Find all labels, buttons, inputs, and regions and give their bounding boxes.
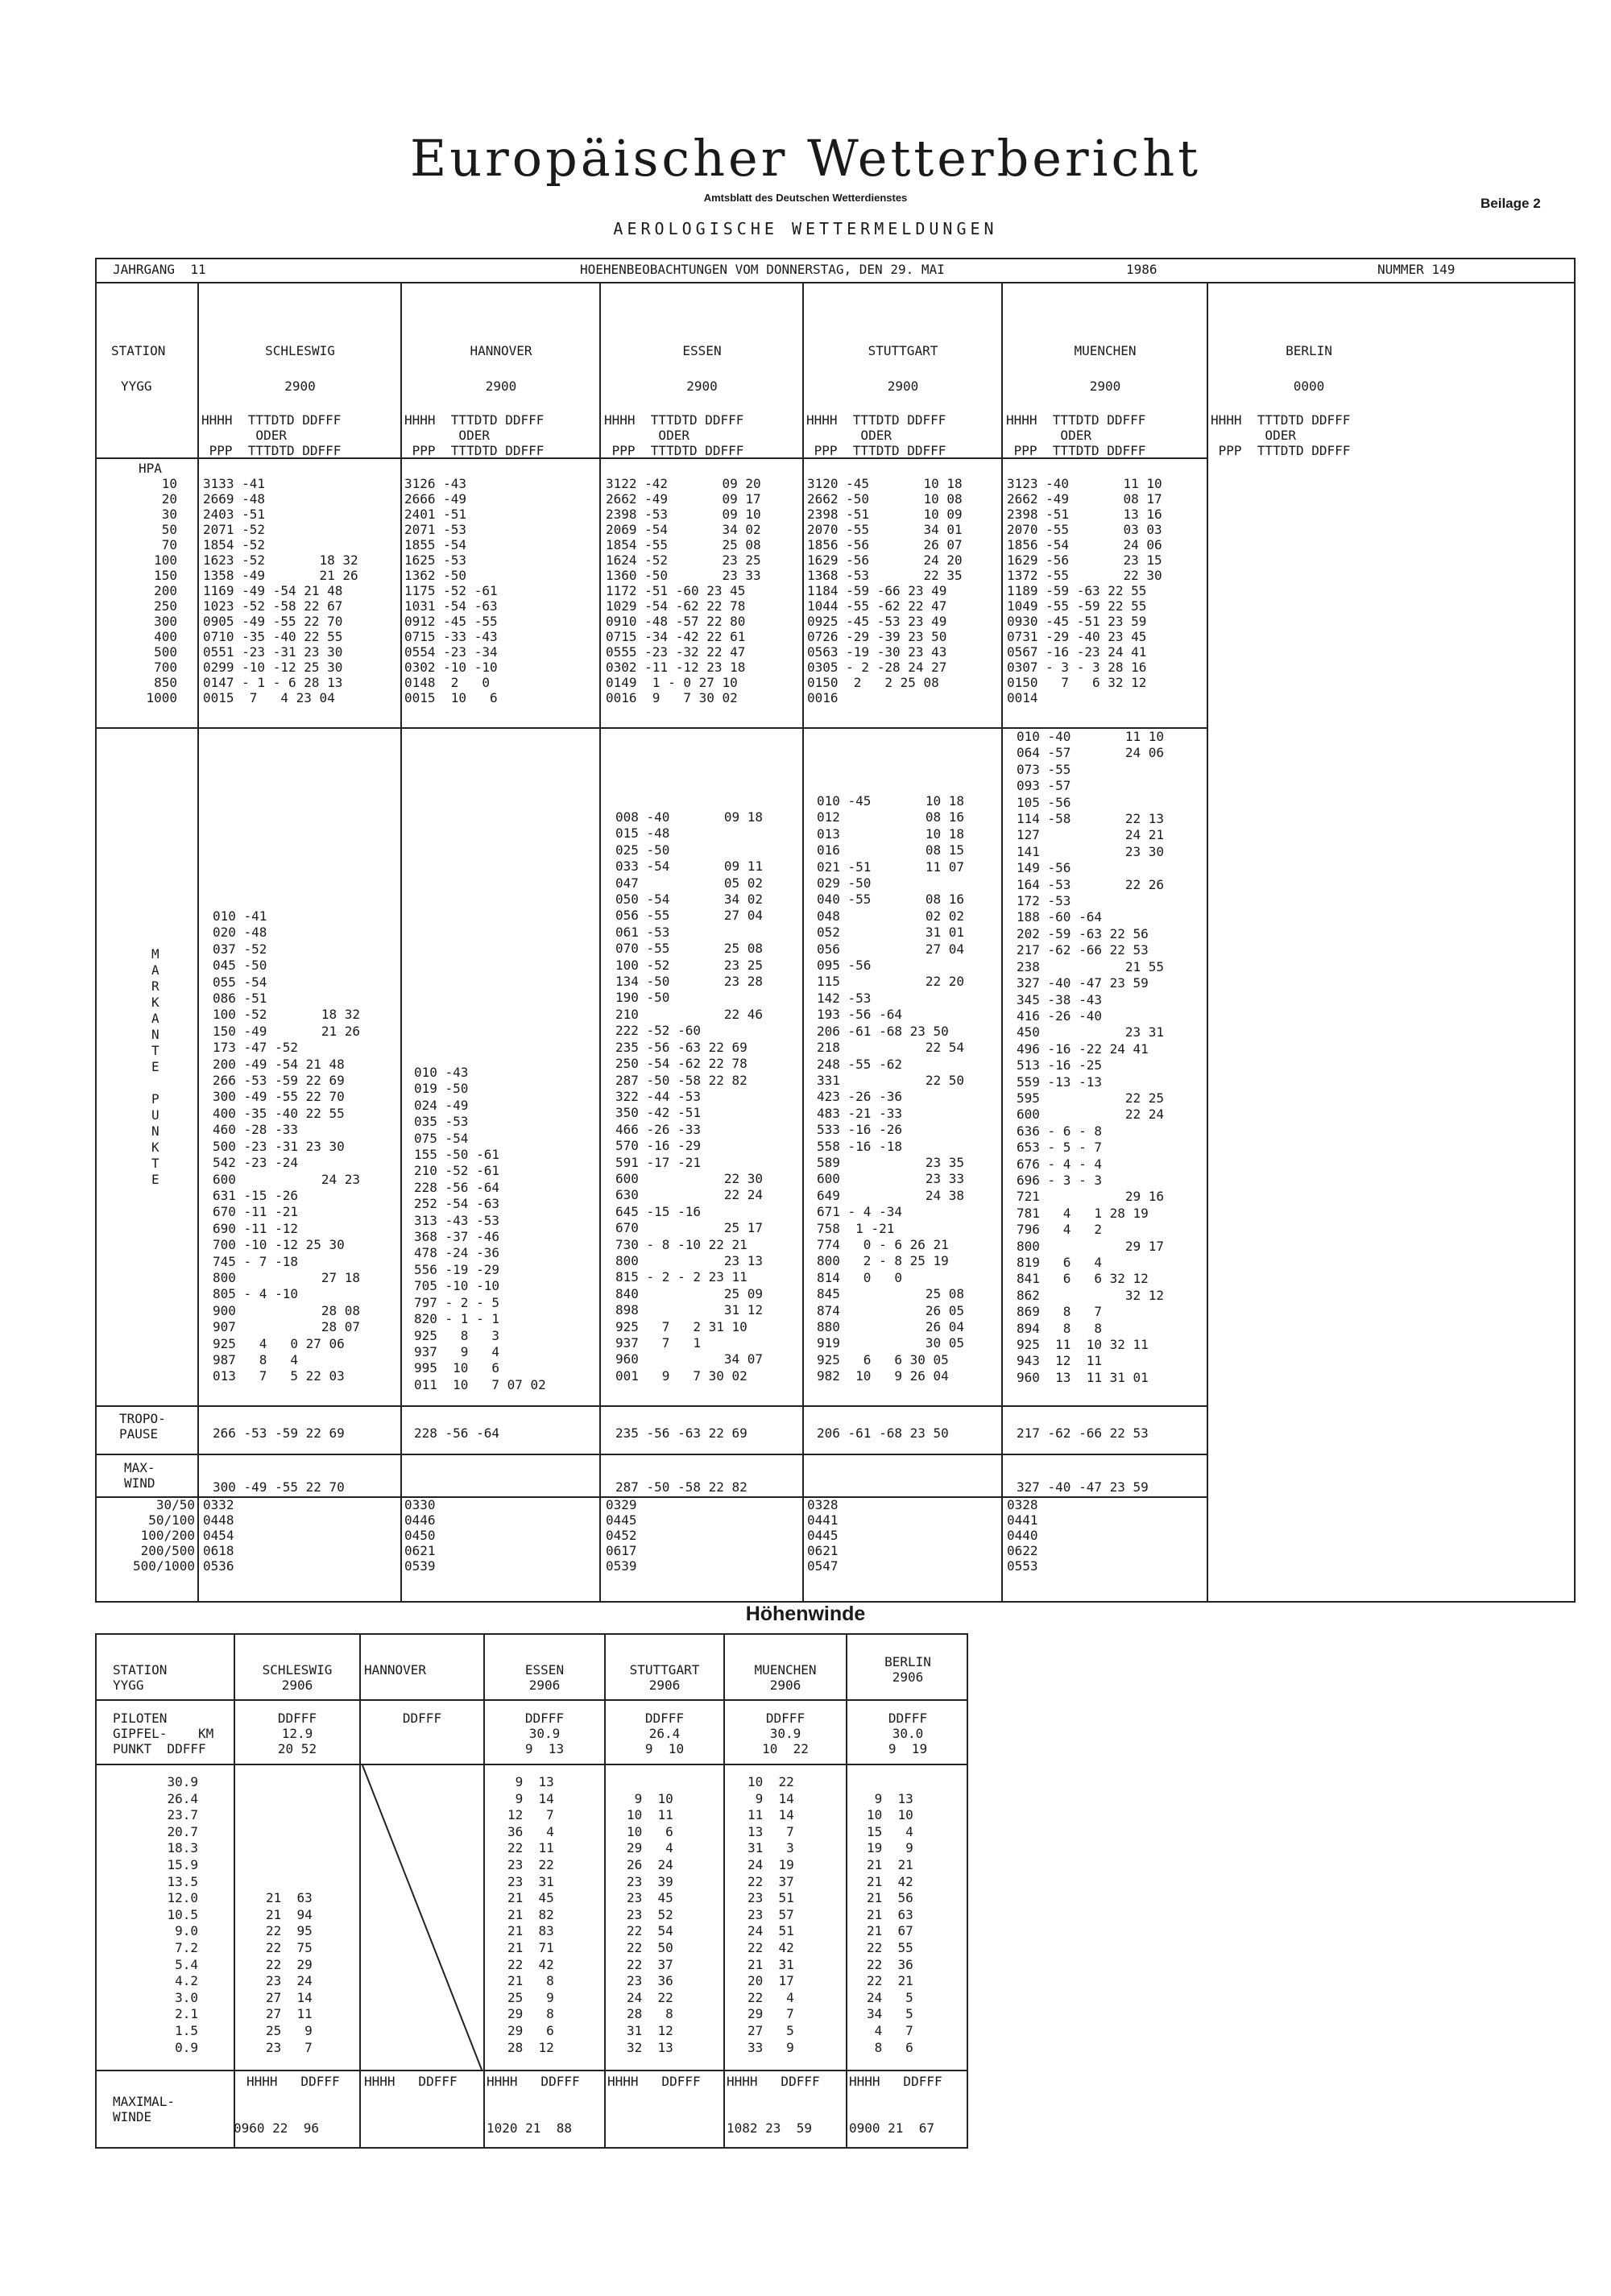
hw-max-head: HHHH DDFFF <box>607 2074 701 2089</box>
station-name-essen: ESSEN <box>682 343 722 358</box>
sig-point-data: 010 -43 019 -50 024 -49 035 -53 075 -54 155 -50 -61 210 -52 -61 228 -56 -64 252 -54 -63 313 -43 -53 368 -37 -46 478 -24 -36 556 -19 -29 705 -10 -10 797 - 2 - 5 820 - 1 - 1 925 8 3 937 9 4 995 10 6 011 10 7 07 02 <box>414 1065 546 1392</box>
hw-rule <box>95 1699 968 1701</box>
hw-station-yygg: 2906 <box>648 1678 681 1693</box>
col-divider <box>802 282 804 1603</box>
station-yygg: 2900 <box>284 379 316 394</box>
code-header: ODER <box>1006 428 1091 443</box>
section-title: AEROLOGISCHE WETTERMELDUNGEN <box>613 219 998 238</box>
code-header: HHHH TTTDTD DDFFF <box>1211 412 1351 428</box>
col-divider <box>1001 282 1003 1603</box>
col-divider <box>1207 282 1208 1603</box>
code-header: PPP TTTDTD DDFFF <box>806 443 946 458</box>
maxwind-data: 327 -40 -47 23 59 <box>1017 1479 1149 1495</box>
hw-gipfel: DDFFF <box>402 1711 442 1726</box>
infobar-year: 1986 <box>1126 262 1158 277</box>
code-header: HHHH TTTDTD DDFFF <box>404 412 545 428</box>
col-divider <box>197 282 199 1603</box>
station-name-hannover: HANNOVER <box>470 343 532 358</box>
station-name-berlin: BERLIN <box>1286 343 1332 358</box>
hpa-label: HPA <box>139 461 162 476</box>
hw-station-label: STATION YYGG <box>113 1662 168 1693</box>
sig-point-data: 010 -45 10 18 012 08 16 013 10 18 016 08 15 021 -51 11 07 029 -50 040 -55 08 16 048 02 02 052 31 01 056 27 04 095 -56 115 22 20 142 -53 193 -56 -64 206 -61 -68 23 50 218 22 54 248 -55 -62 331 22 50 423 -26 -36 483 -21 -33 533 -16 -26 558 -16 -18 589 23 35 600 23 33 649 24 38 671 - 4 -34 758 1 -21 774 0 - 6 26 21 800 2 - 8 25 19 814 0 0 845 25 08 874 26 05 880 26 04 919 30 05 925 6 6 30 05 982 10 9 26 04 <box>817 793 965 1384</box>
hw-station-name: MUENCHEN <box>754 1662 817 1678</box>
station-name-stuttgart: STUTTGART <box>868 343 938 358</box>
hoehenwinde-title: Höhenwinde <box>745 1603 866 1625</box>
hw-station-yygg: 2906 <box>528 1678 561 1693</box>
code-header: PPP TTTDTD DDFFF <box>1211 443 1351 458</box>
layers-top-rule <box>95 1496 1207 1498</box>
hw-piloten-label: PILOTEN GIPFEL- KM PUNKT DDFFF <box>113 1711 214 1756</box>
layer-thickness-data: 0328 0441 0445 0621 0547 <box>807 1497 839 1574</box>
std-level-data: 3120 -45 10 18 2662 -50 10 08 2398 -51 10 09 2070 -55 34 01 1856 -56 26 07 1629 -56 24 20 1368 -53 22 35 1184 -59 -66 23 49 1044 -55 -62 22 47 0925 -45 -53 23 49 0726 -29 -39 23 50 0563 -19 -30 23 43 0305 - 2 -28 24 27 0150 2 2 25 08 0016 <box>807 476 963 705</box>
hw-max-head: HHHH DDFFF <box>727 2074 820 2089</box>
station-name-muenchen: MUENCHEN <box>1074 343 1137 358</box>
std-level-data: 3126 -43 2666 -49 2401 -51 2071 -53 1855 -54 1625 -53 1362 -50 1175 -52 -61 1031 -54 -63 0912 -45 -55 0715 -33 -43 0554 -23 -34 0302 -10 -10 0148 2 0 0015 10 6 <box>404 476 498 705</box>
hw-station-name: SCHLESWIG <box>262 1662 333 1678</box>
code-header: HHHH TTTDTD DDFFF <box>1006 412 1146 428</box>
code-header: ODER <box>404 428 490 443</box>
code-header: ODER <box>806 428 892 443</box>
station-yygg: 2900 <box>686 379 718 394</box>
code-header: HHHH TTTDTD DDFFF <box>201 412 342 428</box>
maxwind-label: MAX- WIND <box>124 1460 155 1491</box>
sig-point-data: 010 -41 020 -48 037 -52 045 -50 055 -54 086 -51 100 -52 18 32 150 -49 21 26 173 -47 -52 200 -49 -54 21 48 266 -53 -59 22 69 300 -49 -55 22 70 400 -35 -40 22 55 460 -28 -33 500 -23 -31 23 30 542 -23 -24 600 24 23 631 -15 -26 670 -11 -21 690 -11 -12 700 -10 -12 25 30 745 - 7 -18 800 27 18 805 - 4 -10 900 28 08 907 28 07 925 4 0 27 06 987 8 4 013 7 5 22 03 <box>213 908 361 1384</box>
hw-gipfel: DDFFF 30.9 9 13 <box>524 1711 565 1756</box>
infobar-nummer: NUMMER 149 <box>1377 262 1456 277</box>
hw-station-yygg: 2906 <box>769 1678 801 1693</box>
hw-max-head: HHHH DDFFF <box>246 2074 340 2089</box>
hw-max-value: 1082 23 59 <box>727 2120 812 2136</box>
hw-max-value: 0960 22 96 <box>234 2120 319 2136</box>
col-divider <box>599 282 601 1603</box>
code-header: PPP TTTDTD DDFFF <box>1006 443 1146 458</box>
hw-rule <box>95 1764 968 1765</box>
hw-wind-data: 9 13 9 14 12 7 36 4 22 11 23 22 23 31 21 45 21 82 21 83 21 71 22 42 21 8 25 9 29 8 29 6 28 12 <box>507 1774 554 2055</box>
hw-hannover-no-data-line <box>361 1765 483 2070</box>
hw-max-value: 1020 21 88 <box>487 2120 572 2136</box>
hw-gipfel: DDFFF 26.4 9 10 <box>644 1711 685 1756</box>
hw-gipfel: DDFFF 12.9 20 52 <box>277 1711 317 1756</box>
hw-max-label: MAXIMAL- WINDE <box>113 2094 176 2124</box>
hw-wind-data: 9 10 10 11 10 6 29 4 26 24 23 39 23 45 23 52 22 54 22 50 22 37 23 36 24 22 28 8 31 12 32 13 <box>627 1790 673 2055</box>
maxwind-top-rule <box>95 1454 1207 1455</box>
beilage-label: Beilage 2 <box>1481 196 1541 211</box>
maxwind-data: 287 -50 -58 22 82 <box>615 1479 748 1495</box>
layer-thickness-data: 0332 0448 0454 0618 0536 <box>203 1497 234 1574</box>
tropopause-data: 206 -61 -68 23 50 <box>817 1425 949 1441</box>
page-title: Europäischer Wetterbericht <box>409 129 1202 188</box>
code-header: PPP TTTDTD DDFFF <box>604 443 744 458</box>
code-header: HHHH TTTDTD DDFFF <box>806 412 946 428</box>
hw-wind-data: 10 22 9 14 11 14 13 7 31 3 24 19 22 37 23 51 23 57 24 51 22 42 21 31 20 17 22 4 29 7 27 5 33 9 <box>748 1774 794 2055</box>
tropopause-data: 235 -56 -63 22 69 <box>615 1425 748 1441</box>
tropopause-data: 266 -53 -59 22 69 <box>213 1425 345 1441</box>
col-divider <box>400 282 402 1603</box>
layer-thickness-data: 0330 0446 0450 0621 0539 <box>404 1497 436 1574</box>
infobar-heading: HOEHENBEOBACHTUNGEN VOM DONNERSTAG, DEN 29. MAI <box>580 262 945 277</box>
station-yygg: 2900 <box>887 379 919 394</box>
hw-gipfel: DDFFF 30.9 10 22 <box>762 1711 809 1756</box>
layer-thickness-data: 0329 0445 0452 0617 0539 <box>606 1497 637 1574</box>
std-level-data: 3123 -40 11 10 2662 -49 08 17 2398 -51 13 16 2070 -55 03 03 1856 -54 24 06 1629 -56 23 15 1372 -55 22 30 1189 -59 -63 22 55 1049 -55 -59 22 55 0930 -45 -51 23 59 0731 -29 -40 23 45 0567 -16 -23 24 41 0307 - 3 - 3 28 16 0150 7 6 32 12 0014 <box>1007 476 1162 705</box>
sig-point-data: 008 -40 09 18 015 -48 025 -50 033 -54 09 11 047 05 02 050 -54 34 02 056 -55 27 04 061 -53 070 -55 25 08 100 -52 23 25 134 -50 23 28 190 -50 210 22 46 222 -52 -60 235 -56 -63 22 69 250 -54 -62 22 78 287 -50 -58 22 82 322 -44 -53 350 -42 -51 466 -26 -33 570 -16 -29 591 -17 -21 600 22 30 630 22 24 645 -15 -16 670 25 17 730 - 8 -10 22 21 800 23 13 815 - 2 - 2 23 11 840 25 09 898 31 12 925 7 2 31 10 937 7 1 960 34 07 001 9 7 30 02 <box>615 809 764 1384</box>
hw-max-head: HHHH DDFFF <box>364 2074 458 2089</box>
layer-thickness-data: 0328 0441 0440 0622 0553 <box>1007 1497 1038 1574</box>
yygg-label: YYGG <box>121 379 152 394</box>
hw-station-yygg: 2906 <box>281 1678 313 1693</box>
hw-heights: 30.9 26.4 23.7 20.7 18.3 15.9 13.5 12.0 10.5 9.0 7.2 5.4 4.2 3.0 2.1 1.5 0.9 <box>167 1774 198 2055</box>
std-level-data: 3122 -42 09 20 2662 -49 09 17 2398 -53 09 10 2069 -54 34 02 1854 -55 25 08 1624 -52 23 25 1360 -50 23 33 1172 -51 -60 23 45 1029 -54 -62 22 78 0910 -48 -57 22 80 0715 -34 -42 22 61 0555 -23 -32 22 47 0302 -11 -12 23 18 0149 1 - 0 27 10 0016 9 7 30 02 <box>606 476 761 705</box>
station-label: STATION <box>111 343 166 358</box>
tropopause-label: TROPO- PAUSE <box>119 1411 166 1442</box>
markante-punkte-label: M A R K A N T E P U N K T E <box>151 946 159 1187</box>
hw-wind-data: 21 63 21 94 22 95 22 75 22 29 23 24 27 14 27 11 25 9 23 7 <box>266 1890 313 2055</box>
maxwind-data: 300 -49 -55 22 70 <box>213 1479 345 1495</box>
code-header: ODER <box>604 428 690 443</box>
code-header: ODER <box>201 428 287 443</box>
hw-gipfel: DDFFF 30.0 9 19 <box>888 1711 928 1756</box>
code-header: PPP TTTDTD DDFFF <box>404 443 545 458</box>
station-name-schleswig: SCHLESWIG <box>265 343 335 358</box>
tropopause-top-rule <box>95 1405 1207 1407</box>
code-header: ODER <box>1211 428 1296 443</box>
hw-station-name: HANNOVER <box>364 1662 427 1678</box>
jahrgang: JAHRGANG 11 <box>113 262 206 277</box>
hw-station-name: STUTTGART <box>629 1662 700 1678</box>
hw-rule <box>95 2070 968 2071</box>
station-yygg: 0000 <box>1293 379 1325 394</box>
sig-point-data: 010 -40 11 10 064 -57 24 06 073 -55 093 -57 105 -56 114 -58 22 13 127 24 21 141 23 30 149 -56 164 -53 22 26 172 -53 188 -60 -64 202 -59 -63 22 56 217 -62 -66 22 53 238 21 55 327 -40 -47 23 59 345 -38 -43 416 -26 -40 450 23 31 496 -16 -22 24 41 513 -16 -25 559 -13 -13 595 22 25 600 22 24 636 - 6 - 8 653 - 5 - 7 676 - 4 - 4 696 - 3 - 3 721 29 16 781 4 1 28 19 796 4 2 800 29 17 819 6 4 841 6 6 32 12 862 32 12 869 8 7 894 8 8 925 11 10 32 11 943 12 11 960 13 11 31 01 <box>1017 729 1165 1385</box>
station-yygg: 2900 <box>485 379 517 394</box>
code-header: HHHH TTTDTD DDFFF <box>604 412 744 428</box>
station-yygg: 2900 <box>1089 379 1121 394</box>
hw-station-name: ESSEN <box>524 1662 565 1678</box>
hw-max-head: HHHH DDFFF <box>849 2074 942 2089</box>
pressure-levels: 10 20 30 50 70 100 150 200 250 300 400 500 700 850 1000 <box>146 476 177 705</box>
code-header: PPP TTTDTD DDFFF <box>201 443 342 458</box>
hw-max-head: HHHH DDFFF <box>487 2074 580 2089</box>
hw-max-value: 0900 21 67 <box>849 2120 934 2136</box>
hw-station-yygg: 2906 <box>892 1669 924 1685</box>
infobar-divider <box>95 282 1576 283</box>
tropopause-data: 217 -62 -66 22 53 <box>1017 1425 1149 1441</box>
hw-station-name: BERLIN <box>884 1654 931 1669</box>
tropopause-data: 228 -56 -64 <box>414 1425 499 1441</box>
page-subtitle: Amtsblatt des Deutschen Wetterdienstes <box>703 192 908 204</box>
hw-wind-data: 9 13 10 10 15 4 19 9 21 21 21 42 21 56 21 63 21 67 22 55 22 36 22 21 24 5 34 5 4 7 8 6 <box>867 1790 913 2055</box>
std-level-data: 3133 -41 2669 -48 2403 -51 2071 -52 1854 -52 1623 -52 18 32 1358 -49 21 26 1169 -49 -54 21 48 1023 -52 -58 22 67 0905 -49 -55 22 70 0710 -35 -40 22 55 0551 -23 -31 23 30 0299 -10 -12 25 30 0147 - 1 - 6 28 13 0015 7 4 23 04 <box>203 476 358 705</box>
layer-thickness-labels: 30/50 50/100 100/200 200/500 500/1000 <box>132 1497 195 1574</box>
